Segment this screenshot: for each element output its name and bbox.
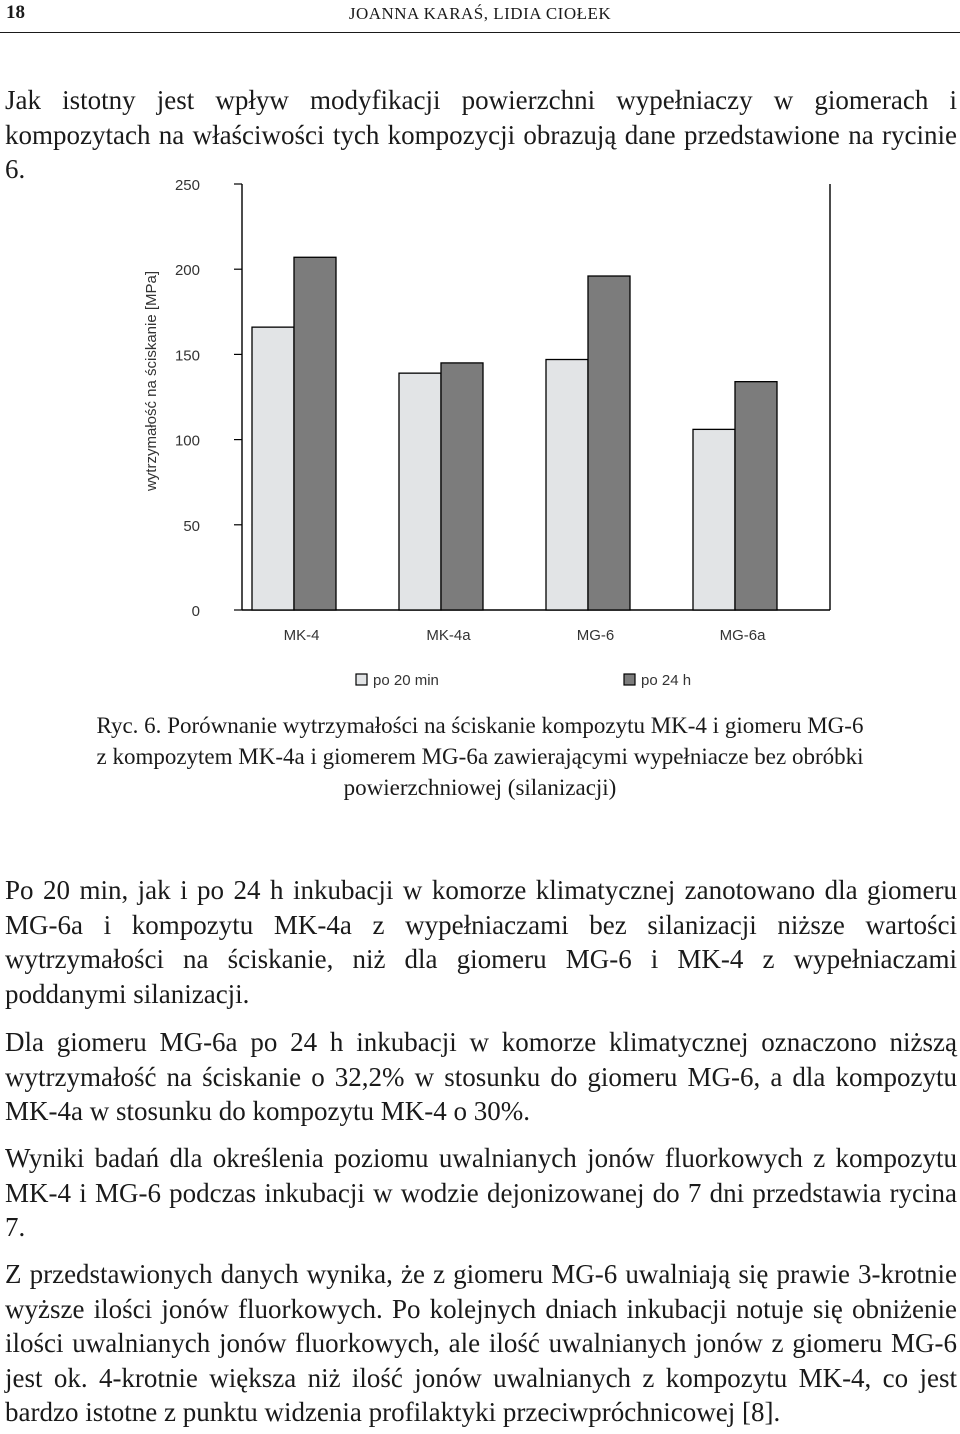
legend-swatch (624, 674, 635, 685)
y-tick-label: 50 (183, 517, 200, 535)
bar-mg-6a-po-24-h (735, 382, 777, 610)
chart-svg (130, 168, 850, 698)
bar-mk-4a-po-20-min (399, 373, 441, 610)
x-category-label: MG-6 (576, 627, 615, 644)
bar-mk-4-po-20-min (252, 327, 294, 610)
y-axis-title: wytrzymałość na ściskanie [MPa] (143, 270, 160, 492)
body-paragraph-2: Dla giomeru MG-6a po 24 h inkubacji w komorze klimatycznej oznaczono niższą wytrzymałość na ściskanie o 32,2% w stosunku do giomeru MG-6, a dla kompozytu MK-4a w stosunku do kompozytu MK-4 o 30%. (5, 1027, 957, 1126)
y-tick-label: 100 (174, 432, 200, 450)
running-head: JOANNA KARAŚ, LIDIA CIOŁEK (348, 4, 612, 23)
bar-mg-6a-po-20-min (693, 429, 735, 610)
body-paragraph-1: Po 20 min, jak i po 24 h inkubacji w komorze klimatycznej zanotowano dla giomeru MG-6a i kompozytu MK-4a z wypełniaczami bez silanizacji niższe wartości wytrzymałości na ściskanie, niż dla giomeru MG-6 i MK-4 z wypełniaczami poddanymi silanizacji. (5, 875, 957, 1009)
bar-mk-4-po-24-h (294, 257, 336, 610)
figure-caption (90, 710, 870, 803)
page-number: 18 (6, 2, 25, 23)
header-rule (0, 32, 960, 33)
x-category-label: MK-4a (426, 627, 471, 644)
body-paragraph-3: Wyniki badań dla określenia poziomu uwalnianych jonów fluorkowych z kompozytu MK-4 i MG-6 podczas inkubacji w wodzie dejonizowanej do 7 dni przedstawia rycina 7. (5, 1143, 957, 1242)
page-header (0, 0, 960, 36)
bar-chart (130, 168, 850, 698)
bar-mg-6-po-20-min (546, 360, 588, 610)
legend-swatch (356, 674, 367, 685)
caption-label: Ryc. 6. (96, 713, 162, 738)
y-tick-label: 0 (191, 603, 200, 620)
legend-label: po 20 min (373, 672, 439, 689)
bar-mk-4a-po-24-h (441, 363, 483, 610)
legend-label: po 24 h (641, 672, 692, 689)
bar-mg-6-po-24-h (588, 276, 630, 610)
y-tick-label: 200 (174, 262, 200, 280)
body-paragraph-4: Z przedstawionych danych wynika, że z giomeru MG-6 uwalniają się prawie 3-krotnie wyższe ilości jonów fluorkowych. Po kolejnych dniach inkubacji notuje się obniżenie ilości uwalnianych jonów fluorkowych, ale ilość uwalnianych jonów z giomeru MG-6 jest ok. 4-krotnie większa niż ilość jonów uwalnianych z kompozytu MK-4, co jest bardzo istotne z punktu widzenia profilaktyki przeciwpróchnicowej [8]. (5, 1259, 957, 1427)
x-category-label: MK-4 (283, 627, 320, 644)
y-tick-label: 250 (174, 177, 200, 194)
intro-paragraph: Jak istotny jest wpływ modyfikacji powierzchni wypełniaczy w giomerach i kompozytach na właściwości tych kompozycji obrazują dane przedstawione na rycinie 6. (5, 85, 957, 184)
caption-text: Porównanie wytrzymałości na ściskanie kompozytu MK-4 i giomeru MG-6 z kompozytem MK-4a i giomerem MG-6a zawierającymi wypełniacze bez obróbki powierzchniowej (silanizacji) (96, 713, 864, 800)
y-tick-label: 150 (174, 347, 200, 365)
x-category-label: MG-6a (719, 627, 766, 644)
